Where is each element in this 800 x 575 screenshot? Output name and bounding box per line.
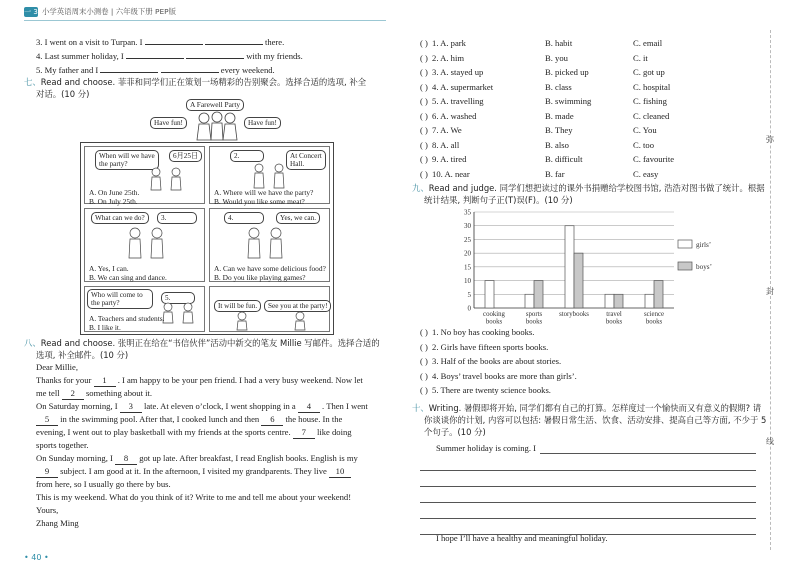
option-b[interactable]: B. I like it. (89, 323, 121, 332)
side-mark: 弥 (766, 135, 774, 144)
answer-paren[interactable]: ( ) (420, 385, 428, 395)
kids-icon (250, 163, 290, 189)
s9-number: 九、 (412, 183, 429, 193)
y-tick-label: 10 (464, 277, 471, 286)
email-line (36, 440, 89, 451)
answer-paren[interactable]: ( ) (420, 168, 428, 179)
s8-number: 八、 (24, 338, 41, 348)
s8-title-line2 (36, 350, 128, 361)
question-bubble: When will we have the party? (95, 150, 159, 170)
writing-line[interactable] (420, 518, 756, 519)
answer-paren[interactable]: ( ) (420, 327, 428, 337)
legend-swatch (678, 262, 692, 270)
have-fun-bubble-left: Have fun! (150, 117, 187, 129)
answer-bubble: 5. (161, 292, 195, 304)
option-row (420, 38, 466, 49)
question-bubble: 4. (224, 212, 264, 224)
email-text: got up late. After breakfast, I read English books. English is my (139, 453, 358, 463)
email-blank[interactable]: 4 (298, 401, 320, 413)
x-tick-label: sports (525, 311, 543, 318)
y-tick-label: 35 (464, 208, 471, 217)
option-b: B. picked up (545, 67, 589, 77)
email-line (36, 414, 342, 426)
option-a: 2. A. him (429, 52, 465, 63)
answer-blank[interactable] (145, 36, 203, 45)
answer-paren[interactable]: ( ) (420, 139, 428, 150)
option-row (420, 111, 476, 122)
judge-statement (420, 327, 534, 338)
x-tick-label: travel (606, 311, 622, 318)
email-blank[interactable]: 6 (261, 414, 283, 426)
email-text: Dear Millie, (36, 362, 78, 372)
s8-title (24, 338, 380, 349)
s10-title-line3 (424, 427, 486, 438)
email-text: like doing (316, 427, 352, 437)
option-b: B. difficult (545, 154, 583, 164)
email-text: something about it. (85, 388, 153, 398)
answer-paren[interactable]: ( ) (420, 110, 428, 121)
writing-end (436, 533, 608, 544)
option-c: C. You (633, 125, 657, 135)
email-text: me tell (36, 388, 60, 398)
dialog-cell-2 (209, 146, 330, 204)
answer-paren[interactable]: ( ) (420, 125, 428, 135)
answer-blank[interactable] (161, 64, 219, 73)
s7-title (24, 77, 366, 88)
option-b: B. you (545, 52, 568, 63)
party-banner: A Farewell Party (186, 99, 244, 111)
s6-item-4 (36, 50, 303, 62)
email-text: in the swimming pool. After that, I cooked lunch and then (60, 414, 260, 424)
email-blank[interactable]: 8 (115, 453, 137, 465)
s7-title-line2 (36, 89, 89, 100)
have-fun-bubble-right: Have fun! (244, 117, 281, 129)
y-tick-label: 5 (467, 290, 471, 299)
email-line (36, 518, 79, 529)
y-tick-label: 30 (464, 222, 471, 231)
bar-boys (574, 253, 583, 308)
judge-statement (420, 356, 561, 367)
writing-line[interactable] (420, 470, 756, 471)
email-text: Zhang Ming (36, 518, 79, 528)
email-text: . Then I went (322, 401, 368, 411)
email-blank[interactable]: 3 (120, 401, 142, 413)
option-b[interactable]: B. Do you like playing games? (214, 273, 306, 282)
s10-title-text-3: 个句子。(10 分) (424, 427, 486, 437)
dialog-cell-4 (209, 208, 330, 282)
answer-bubble: 3. (157, 212, 197, 224)
email-text: subject. I am good at it. In the afternoon, I visited my grandparents. They live (60, 466, 327, 476)
writing-start-text: Summer holiday is coming. I (436, 443, 537, 453)
answer-paren[interactable]: ( ) (420, 341, 428, 352)
option-c: C. cleaned (633, 110, 670, 121)
email-line (36, 401, 368, 413)
bar-girls (605, 294, 614, 308)
option-a[interactable]: A. Yes, I can. (89, 264, 129, 273)
dialog-cell-3 (84, 208, 205, 282)
reply-bubble: See you at the party! (264, 300, 331, 312)
option-a: 5. A. travelling (429, 96, 484, 106)
bar-girls (565, 226, 574, 308)
answer-blank[interactable] (126, 50, 184, 59)
kids-icon (244, 227, 288, 259)
option-a: 1. A. park (429, 38, 466, 48)
legend-label: boys’ (696, 263, 712, 271)
email-text: sports together. (36, 440, 89, 450)
answer-paren[interactable]: ( ) (420, 154, 428, 164)
x-tick-label: books (605, 318, 623, 326)
email-text: . I am happy to be your pen friend. I had a very busy weekend. Now let (117, 375, 363, 385)
bar-boys (534, 281, 543, 308)
email-line (36, 505, 58, 516)
y-tick-label: 20 (464, 249, 471, 258)
x-tick-label: books (645, 318, 663, 326)
email-blank[interactable]: 2 (62, 388, 84, 400)
x-tick-label: books (485, 318, 503, 326)
option-a[interactable]: A. Can we have some delicious food? (214, 264, 326, 273)
option-row (420, 53, 464, 64)
s6-item-5 (36, 64, 275, 76)
series-logo: 一 3 (24, 7, 38, 16)
side-mark: 封 (766, 287, 774, 296)
s9-title-text: Read and judge. 同学们想把读过的课外书捐赠给学校图书馆, 浩浩对图书做了统计。根据 (428, 183, 765, 193)
email-text: This is my weekend. What do you think of it? Write to me and tell me about your weekend! (36, 492, 352, 502)
dialog-cell-6 (209, 286, 330, 332)
s6-item-4-text: 4. Last summer holiday, I (36, 51, 124, 61)
statement-text: 5. There are twenty science books. (429, 385, 551, 395)
statement-text: 2. Girls have fifteen sports books. (429, 341, 549, 352)
option-b[interactable]: B. We can sing and dance. (89, 273, 167, 282)
statement-text: 1. No boy has cooking books. (429, 327, 535, 337)
option-b: B. made (545, 110, 574, 121)
question-bubble: Who will come to the party? (87, 289, 153, 309)
judge-statement (420, 385, 551, 396)
email-line (36, 466, 351, 478)
writing-line[interactable] (540, 453, 756, 454)
option-c: C. hospital (633, 81, 671, 92)
x-tick-label: science (644, 311, 664, 318)
kids-cheering-icon (232, 311, 312, 331)
s8-title-text-2: 选项, 补全邮件。(10 分) (36, 350, 129, 360)
side-mark: 线 (766, 437, 774, 446)
option-row (420, 154, 466, 165)
answer-blank[interactable] (100, 64, 158, 73)
s10-title-text-2: 你谈谈你的计划, 内容可以包括: 暑假日常生活、饮食、活动安排、提高自己等方面, 不少于 5 (424, 415, 767, 425)
option-row (420, 96, 484, 107)
writing-line[interactable] (420, 486, 756, 487)
option-row (420, 125, 462, 136)
option-a[interactable]: A. Where will we have the party? (214, 188, 314, 197)
legend-swatch (678, 240, 692, 248)
answer-paren[interactable]: ( ) (420, 370, 428, 381)
s6-item-3-tail: there. (264, 37, 285, 47)
answer-bubble: Yes, we can. (276, 212, 320, 224)
statement-text: 3. Half of the books are about stories. (429, 356, 562, 366)
question-bubble: 2. (230, 150, 264, 162)
s9-title-text-2: 统计结果, 判断句子正(T)误(F)。(10 分) (424, 195, 573, 205)
email-line (36, 388, 152, 400)
date-bubble: 6月25日 (169, 150, 202, 162)
option-a: 7. A. We (429, 125, 462, 135)
s7-number: 七、 (24, 77, 41, 87)
answer-paren[interactable]: ( ) (420, 67, 428, 77)
option-a: 6. A. washed (429, 110, 477, 121)
s10-number: 十、 (412, 403, 429, 413)
email-line (36, 362, 78, 373)
bar-girls (525, 294, 534, 308)
s10-title (412, 403, 761, 414)
option-b[interactable]: B. Would you like some meat? (214, 197, 305, 206)
email-line (36, 427, 352, 439)
option-row (420, 82, 493, 93)
place-bubble: At Concert Hall. (286, 150, 326, 170)
email-text: On Saturday morning, I (36, 401, 118, 411)
email-text: the house. In the (285, 414, 343, 424)
dialog-cell-1 (84, 146, 205, 204)
writing-end-text: I hope I’ll have a healthy and meaningful holiday. (436, 533, 608, 543)
option-b: B. swimming (545, 96, 592, 106)
email-text: Yours, (36, 505, 59, 515)
book-chart (456, 206, 720, 330)
email-line (36, 453, 358, 465)
email-blank[interactable]: 5 (36, 414, 58, 426)
answer-paren[interactable]: ( ) (420, 38, 428, 48)
email-text: evening, I went out to play basketball with my friends at the sports centre. (36, 427, 291, 437)
answer-paren[interactable]: ( ) (420, 96, 428, 106)
option-b: B. far (545, 168, 565, 179)
question-bubble: What can we do? (91, 212, 149, 224)
x-tick-label: cooking (483, 311, 505, 318)
x-tick-label: books (525, 318, 543, 326)
option-a: 8. A. all (429, 139, 460, 150)
option-b: B. also (545, 139, 569, 150)
kids-icon (125, 227, 169, 259)
option-row (420, 169, 470, 180)
legend-label: girls’ (696, 241, 712, 249)
page-number: • 40 • (24, 553, 49, 562)
option-c: C. fishing (633, 96, 667, 106)
option-c: C. favourite (633, 154, 675, 164)
email-line (36, 375, 363, 387)
option-b: B. They (545, 125, 573, 135)
option-c: C. email (633, 38, 663, 48)
y-tick-label: 0 (467, 304, 471, 313)
writing-line[interactable] (420, 502, 756, 503)
y-tick-label: 25 (464, 235, 471, 244)
s6-item-3-text: 3. I went on a visit to Turpan. I (36, 37, 143, 47)
email-blank[interactable]: 10 (329, 466, 351, 478)
email-line (36, 492, 351, 503)
s10-title-text: Writing. 暑假即将开始, 同学们都有自己的打算。怎样度过一个愉快而又有意义的假期? 请 (428, 403, 762, 413)
answer-paren[interactable]: ( ) (420, 81, 428, 92)
dialog-cell-5 (84, 286, 205, 332)
writing-start (436, 443, 536, 454)
bar-boys (614, 294, 623, 308)
option-row (420, 67, 483, 78)
s10-title-line2 (424, 415, 766, 426)
option-b: B. class (545, 81, 572, 92)
s6-item-4-tail: with my friends. (246, 51, 303, 61)
option-a: 9. A. tired (429, 154, 467, 164)
s7-title-text-2: 对话。(10 分) (36, 89, 90, 99)
email-blank[interactable]: 7 (293, 427, 315, 439)
answer-blank[interactable] (186, 50, 244, 59)
judge-statement (420, 371, 577, 382)
s6-item-3 (36, 36, 284, 48)
header-rule (24, 20, 386, 21)
s8-title-text: Read and choose. 张明正在给在“书信伙伴”活动中新交的笔友 Millie 写邮件。选择合适的 (40, 338, 380, 348)
option-c: C. it (633, 52, 648, 63)
statement-text: 4. Boys’ travel books are more than girls’. (429, 370, 577, 381)
option-row (420, 140, 459, 151)
email-line (36, 479, 171, 490)
bar-girls (645, 294, 654, 308)
answer-paren[interactable]: ( ) (420, 52, 428, 63)
option-b[interactable]: B. On July 25th. (89, 197, 138, 206)
option-a[interactable]: A. On June 25th. (89, 188, 140, 197)
email-text: late. At eleven o’clock, I went shopping in a (143, 401, 296, 411)
y-tick-label: 15 (464, 263, 471, 272)
s9-title-line2 (424, 195, 573, 206)
s9-title (412, 183, 765, 194)
email-blank[interactable]: 9 (36, 466, 58, 478)
s6-item-5-tail: every weekend. (220, 65, 275, 75)
option-a: 10. A. near (429, 168, 470, 179)
x-tick-label: storybooks (559, 311, 589, 318)
option-b: B. habit (545, 38, 573, 48)
email-text: On Sunday morning, I (36, 453, 113, 463)
s7-title-text: Read and choose. 菲菲和同学们正在策划一场精彩的告别聚会。选择合适的选项, 补全 (40, 77, 367, 87)
option-c: C. too (633, 139, 655, 150)
page-header (24, 6, 176, 17)
statement-bubble: It will be fun. (214, 300, 261, 312)
kids-icon (147, 167, 187, 191)
kids-icon (159, 302, 199, 324)
option-a[interactable]: A. Teachers and students. (89, 314, 165, 323)
bar-girls (485, 281, 494, 308)
judge-statement (420, 342, 548, 353)
dialog-panel (80, 142, 334, 335)
option-c: C. easy (633, 168, 659, 179)
s6-item-5-text: 5. My father and I (36, 65, 99, 75)
answer-paren[interactable]: ( ) (420, 356, 428, 366)
email-blank[interactable]: 1 (94, 375, 116, 387)
email-text: from here, so I usually go there by bus. (36, 479, 171, 489)
option-a: 3. A. stayed up (429, 67, 484, 77)
header-title: 小学英语周末小测卷 | 六年级下册 PEP版 (42, 7, 176, 16)
option-a: 4. A. supermarket (429, 81, 494, 92)
answer-blank[interactable] (205, 36, 263, 45)
party-kids-illustration (192, 110, 242, 142)
option-c: C. got up (633, 67, 665, 77)
email-text: Thanks for your (36, 375, 92, 385)
bar-boys (654, 281, 663, 308)
